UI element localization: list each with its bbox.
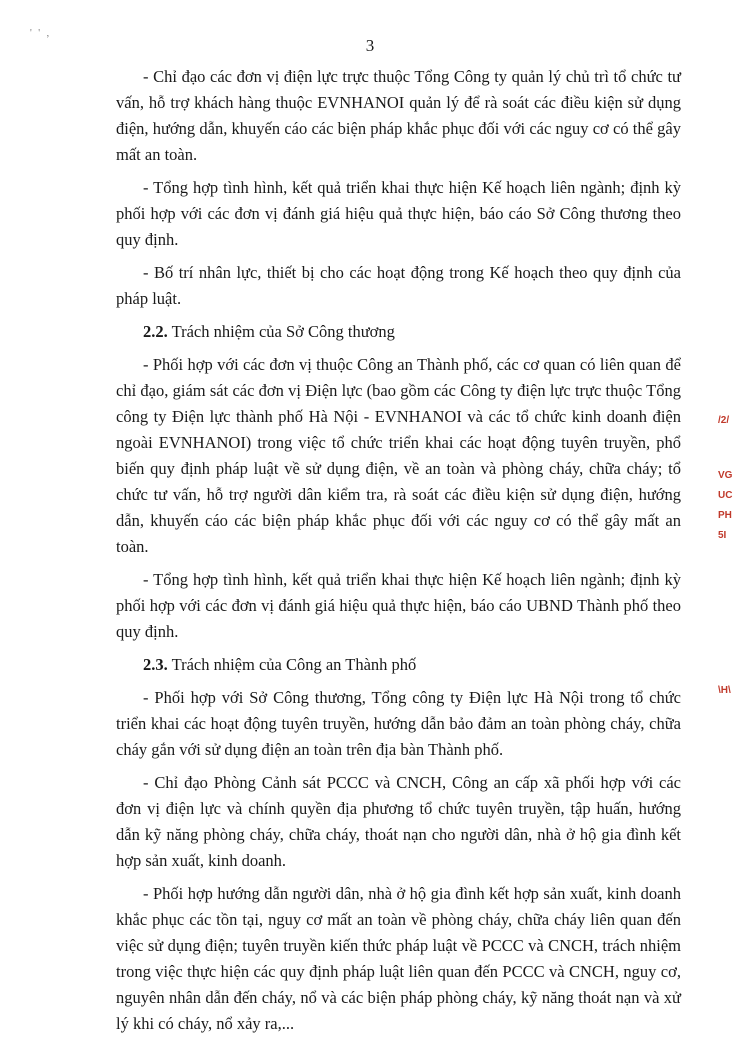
scan-mark: ' ' , [30,28,52,39]
paragraph: - Chỉ đạo Phòng Cảnh sát PCCC và CNCH, Công an cấp xã phối hợp với các đơn vị điện lực và chính quyền địa phương tổ chức tuyên truyền, tập huấn, hướng dẫn kỹ năng phòng cháy, chữa cháy, thoát nạn cho người dân, nhà ở hộ gia đình kết hợp sản xuất, kinh doanh. [116,773,681,870]
stamp-text: 5I [718,530,727,541]
paragraph: - Phối hợp hướng dẫn người dân, nhà ở hộ gia đình kết hợp sản xuất, kinh doanh khắc phục các tồn tại, nguy cơ mất an toàn về phòng cháy, chữa cháy liên quan đến việc sử dụng điện; tuyên truyền kiến thức pháp luật về PCCC và CNCH, trách nhiệm trong việc thực hiện các quy định pháp luật liên quan đến PCCC và CNCH, nguy cơ, nguyên nhân dẫn đến cháy, nổ và các biện pháp phòng cháy, kỹ năng thoát nạn và xử lý khi có cháy, nổ xảy ra,... [116,884,681,1033]
section-heading [116,319,681,345]
red-stamp-edge [718,415,740,725]
stamp-text: \H\ [718,685,731,696]
stamp-text: VG [718,470,733,481]
document-body [116,64,681,1044]
paragraph: - Chỉ đạo các đơn vị điện lực trực thuộc Tổng Công ty quản lý chủ trì tổ chức tư vấn, hỗ trợ khách hàng thuộc EVNHANOI quản lý để rà soát các điều kiện sử dụng điện, hướng dẫn, khuyến cáo các biện pháp khắc phục đối với các nguy cơ có thể gây mất an toàn. [116,67,681,164]
section-title: Trách nhiệm của Công an Thành phố [167,655,417,674]
paragraph: - Phối hợp với các đơn vị thuộc Công an Thành phố, các cơ quan có liên quan để chỉ đạo, giám sát các đơn vị Điện lực (bao gồm các Công ty điện lực trực thuộc Tổng công ty Điện lực thành phố Hà Nội - EVNHANOI và các tổ chức kinh doanh điện ngoài EVNHANOI) trong việc tổ chức triển khai các hoạt động tuyên truyền, phổ biến quy định pháp luật về sử dụng điện, về an toàn và phòng cháy, chữa cháy; tổ chức tư vấn, hỗ trợ người dân kiểm tra, rà soát các điều kiện sử dụng điện, hướng dẫn, khuyến cáo các biện pháp khắc phục đối với các nguy cơ có thể gây mất an toàn. [116,355,681,556]
stamp-text: /2/ [718,415,730,426]
paragraph: - Tổng hợp tình hình, kết quả triển khai thực hiện Kế hoạch liên ngành; định kỳ phối hợp với các đơn vị đánh giá hiệu quả thực hiện, báo cáo Sở Công thương theo quy định. [116,178,681,249]
stamp-text: PH [718,510,732,521]
paragraph: - Tổng hợp tình hình, kết quả triển khai thực hiện Kế hoạch liên ngành; định kỳ phối hợp với các đơn vị đánh giá hiệu quả thực hiện, báo cáo UBND Thành phố theo quy định. [116,570,681,641]
section-number: 2.2. [143,322,168,341]
section-title: Trách nhiệm của Sở Công thương [167,322,395,341]
stamp-text: UC [718,490,733,501]
paragraph: - Phối hợp với Sở Công thương, Tổng công ty Điện lực Hà Nội trong tổ chức triển khai các hoạt động tuyên truyền, hướng dẫn bảo đảm an toàn phòng cháy, chữa cháy gắn với sử dụng điện an toàn trên địa bàn Thành phố. [116,688,681,759]
section-heading [116,652,681,678]
section-number: 2.3. [143,655,168,674]
page-number: 3 [365,36,375,55]
paragraph: - Bố trí nhân lực, thiết bị cho các hoạt động trong Kế hoạch theo quy định của pháp luật. [116,263,681,308]
